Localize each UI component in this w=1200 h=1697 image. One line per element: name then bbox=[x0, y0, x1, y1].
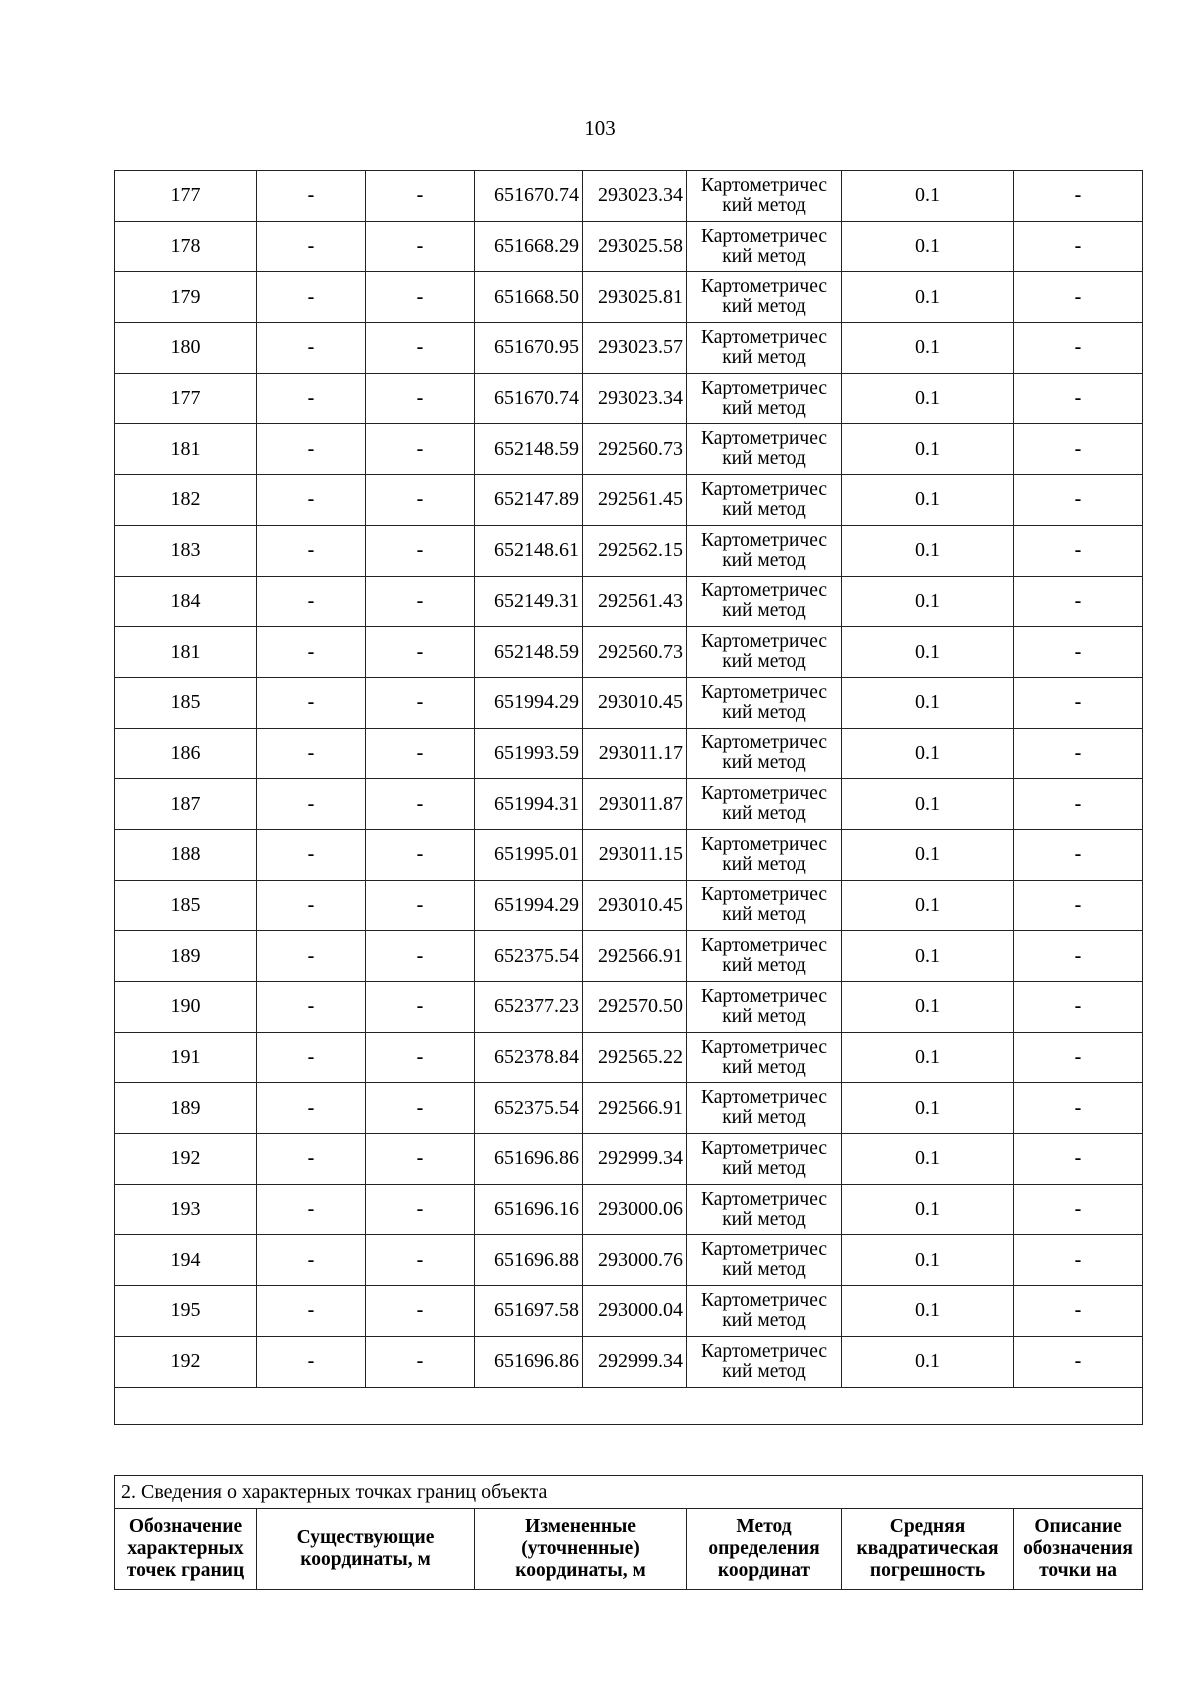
table-row bbox=[115, 1032, 1143, 1083]
section2-header-table bbox=[114, 1475, 1143, 1590]
new-y-cell: 292570.50 bbox=[583, 982, 687, 1033]
description-cell: - bbox=[1014, 982, 1143, 1033]
new-x-cell: 651670.74 bbox=[475, 171, 583, 222]
new-x-cell: 651696.86 bbox=[475, 1134, 583, 1185]
new-x-cell: 651696.88 bbox=[475, 1235, 583, 1286]
point-id-cell: 189 bbox=[115, 1083, 257, 1134]
method-cell: Картометричес кий метод bbox=[687, 1083, 842, 1134]
method-cell: Картометричес кий метод bbox=[687, 829, 842, 880]
table-row bbox=[115, 1083, 1143, 1134]
point-id-cell: 185 bbox=[115, 880, 257, 931]
table-row bbox=[115, 171, 1143, 222]
new-x-cell: 652149.31 bbox=[475, 576, 583, 627]
description-cell: - bbox=[1014, 272, 1143, 323]
table-row bbox=[115, 424, 1143, 475]
existing-y-cell: - bbox=[366, 373, 475, 424]
new-y-cell: 293000.04 bbox=[583, 1286, 687, 1337]
error-cell: 0.1 bbox=[842, 880, 1014, 931]
error-cell: 0.1 bbox=[842, 1184, 1014, 1235]
existing-x-cell: - bbox=[257, 677, 366, 728]
new-y-cell: 292999.34 bbox=[583, 1336, 687, 1387]
table-row bbox=[115, 221, 1143, 272]
new-y-cell: 292999.34 bbox=[583, 1134, 687, 1185]
new-x-cell: 651668.29 bbox=[475, 221, 583, 272]
new-y-cell: 292565.22 bbox=[583, 1032, 687, 1083]
point-id-cell: 178 bbox=[115, 221, 257, 272]
point-id-cell: 192 bbox=[115, 1336, 257, 1387]
existing-x-cell: - bbox=[257, 627, 366, 678]
table-row bbox=[115, 779, 1143, 830]
method-cell: Картометричес кий метод bbox=[687, 1235, 842, 1286]
method-cell: Картометричес кий метод bbox=[687, 627, 842, 678]
description-cell: - bbox=[1014, 171, 1143, 222]
error-cell: 0.1 bbox=[842, 1336, 1014, 1387]
point-id-cell: 187 bbox=[115, 779, 257, 830]
error-cell: 0.1 bbox=[842, 1083, 1014, 1134]
point-id-cell: 182 bbox=[115, 475, 257, 526]
new-y-cell: 293000.76 bbox=[583, 1235, 687, 1286]
description-cell: - bbox=[1014, 1235, 1143, 1286]
table-row bbox=[115, 931, 1143, 982]
table-row bbox=[115, 1286, 1143, 1337]
description-cell: - bbox=[1014, 1032, 1143, 1083]
existing-x-cell: - bbox=[257, 424, 366, 475]
point-id-cell: 186 bbox=[115, 728, 257, 779]
error-cell: 0.1 bbox=[842, 829, 1014, 880]
method-cell: Картометричес кий метод bbox=[687, 1336, 842, 1387]
new-x-cell: 651696.16 bbox=[475, 1184, 583, 1235]
method-cell: Картометричес кий метод bbox=[687, 1184, 842, 1235]
new-y-cell: 293010.45 bbox=[583, 677, 687, 728]
existing-y-cell: - bbox=[366, 525, 475, 576]
existing-x-cell: - bbox=[257, 475, 366, 526]
existing-y-cell: - bbox=[366, 323, 475, 374]
method-cell: Картометричес кий метод bbox=[687, 982, 842, 1033]
table-row bbox=[115, 627, 1143, 678]
existing-y-cell: - bbox=[366, 931, 475, 982]
header-existing-coords: Существующие координаты, м bbox=[257, 1509, 475, 1590]
new-x-cell: 652147.89 bbox=[475, 475, 583, 526]
new-x-cell: 652378.84 bbox=[475, 1032, 583, 1083]
description-cell: - bbox=[1014, 931, 1143, 982]
header-point-designation: Обозначение характерных точек границ bbox=[115, 1509, 257, 1590]
existing-y-cell: - bbox=[366, 1235, 475, 1286]
existing-y-cell: - bbox=[366, 829, 475, 880]
description-cell: - bbox=[1014, 424, 1143, 475]
description-cell: - bbox=[1014, 475, 1143, 526]
existing-x-cell: - bbox=[257, 982, 366, 1033]
error-cell: 0.1 bbox=[842, 373, 1014, 424]
existing-y-cell: - bbox=[366, 1336, 475, 1387]
method-cell: Картометричес кий метод bbox=[687, 677, 842, 728]
description-cell: - bbox=[1014, 779, 1143, 830]
header-changed-coords: Измененные (уточненные) координаты, м bbox=[475, 1509, 687, 1590]
point-id-cell: 188 bbox=[115, 829, 257, 880]
existing-x-cell: - bbox=[257, 1286, 366, 1337]
existing-x-cell: - bbox=[257, 1083, 366, 1134]
existing-x-cell: - bbox=[257, 1235, 366, 1286]
section2-title: 2. Сведения о характерных точках границ объекта bbox=[115, 1476, 1143, 1509]
new-y-cell: 292561.43 bbox=[583, 576, 687, 627]
table-row bbox=[115, 1184, 1143, 1235]
new-x-cell: 651995.01 bbox=[475, 829, 583, 880]
empty-row bbox=[115, 1387, 1143, 1424]
description-cell: - bbox=[1014, 677, 1143, 728]
new-x-cell: 651993.59 bbox=[475, 728, 583, 779]
description-cell: - bbox=[1014, 1336, 1143, 1387]
point-id-cell: 177 bbox=[115, 171, 257, 222]
new-x-cell: 651994.29 bbox=[475, 677, 583, 728]
method-cell: Картометричес кий метод bbox=[687, 323, 842, 374]
table-row bbox=[115, 728, 1143, 779]
description-cell: - bbox=[1014, 525, 1143, 576]
new-x-cell: 652375.54 bbox=[475, 1083, 583, 1134]
description-cell: - bbox=[1014, 221, 1143, 272]
new-y-cell: 293000.06 bbox=[583, 1184, 687, 1235]
new-y-cell: 292560.73 bbox=[583, 424, 687, 475]
point-id-cell: 177 bbox=[115, 373, 257, 424]
new-y-cell: 293023.57 bbox=[583, 323, 687, 374]
error-cell: 0.1 bbox=[842, 221, 1014, 272]
existing-y-cell: - bbox=[366, 475, 475, 526]
existing-y-cell: - bbox=[366, 576, 475, 627]
existing-x-cell: - bbox=[257, 525, 366, 576]
error-cell: 0.1 bbox=[842, 1032, 1014, 1083]
error-cell: 0.1 bbox=[842, 1286, 1014, 1337]
error-cell: 0.1 bbox=[842, 171, 1014, 222]
empty-cell bbox=[115, 1387, 1143, 1424]
new-y-cell: 293025.81 bbox=[583, 272, 687, 323]
new-y-cell: 292566.91 bbox=[583, 931, 687, 982]
error-cell: 0.1 bbox=[842, 677, 1014, 728]
error-cell: 0.1 bbox=[842, 424, 1014, 475]
table-body bbox=[115, 171, 1143, 1425]
page-number: 103 bbox=[584, 116, 616, 140]
method-cell: Картометричес кий метод bbox=[687, 373, 842, 424]
existing-x-cell: - bbox=[257, 373, 366, 424]
method-cell: Картометричес кий метод bbox=[687, 728, 842, 779]
existing-x-cell: - bbox=[257, 779, 366, 830]
description-cell: - bbox=[1014, 1083, 1143, 1134]
table-row bbox=[115, 1235, 1143, 1286]
new-x-cell: 651670.95 bbox=[475, 323, 583, 374]
method-cell: Картометричес кий метод bbox=[687, 1032, 842, 1083]
point-id-cell: 181 bbox=[115, 627, 257, 678]
existing-x-cell: - bbox=[257, 1134, 366, 1185]
existing-x-cell: - bbox=[257, 829, 366, 880]
method-cell: Картометричес кий метод bbox=[687, 221, 842, 272]
new-y-cell: 293025.58 bbox=[583, 221, 687, 272]
point-id-cell: 191 bbox=[115, 1032, 257, 1083]
point-id-cell: 190 bbox=[115, 982, 257, 1033]
new-x-cell: 651670.74 bbox=[475, 373, 583, 424]
new-x-cell: 652377.23 bbox=[475, 982, 583, 1033]
table-row bbox=[115, 272, 1143, 323]
table-row bbox=[115, 475, 1143, 526]
table-row bbox=[115, 525, 1143, 576]
error-cell: 0.1 bbox=[842, 272, 1014, 323]
description-cell: - bbox=[1014, 576, 1143, 627]
header-error: Средняя квадратическая погрешность bbox=[842, 1509, 1014, 1590]
new-x-cell: 652148.61 bbox=[475, 525, 583, 576]
boundary-points-table bbox=[114, 170, 1143, 1425]
description-cell: - bbox=[1014, 1134, 1143, 1185]
existing-x-cell: - bbox=[257, 1336, 366, 1387]
existing-y-cell: - bbox=[366, 627, 475, 678]
new-y-cell: 292562.15 bbox=[583, 525, 687, 576]
point-id-cell: 189 bbox=[115, 931, 257, 982]
header-method: Метод определения координат bbox=[687, 1509, 842, 1590]
method-cell: Картометричес кий метод bbox=[687, 779, 842, 830]
existing-x-cell: - bbox=[257, 576, 366, 627]
table-row bbox=[115, 1336, 1143, 1387]
point-id-cell: 183 bbox=[115, 525, 257, 576]
error-cell: 0.1 bbox=[842, 728, 1014, 779]
error-cell: 0.1 bbox=[842, 779, 1014, 830]
existing-y-cell: - bbox=[366, 1032, 475, 1083]
method-cell: Картометричес кий метод bbox=[687, 880, 842, 931]
existing-y-cell: - bbox=[366, 1134, 475, 1185]
existing-y-cell: - bbox=[366, 880, 475, 931]
new-y-cell: 293011.87 bbox=[583, 779, 687, 830]
error-cell: 0.1 bbox=[842, 1134, 1014, 1185]
existing-y-cell: - bbox=[366, 677, 475, 728]
point-id-cell: 192 bbox=[115, 1134, 257, 1185]
new-x-cell: 651994.29 bbox=[475, 880, 583, 931]
error-cell: 0.1 bbox=[842, 475, 1014, 526]
new-y-cell: 292566.91 bbox=[583, 1083, 687, 1134]
existing-x-cell: - bbox=[257, 880, 366, 931]
existing-y-cell: - bbox=[366, 424, 475, 475]
new-y-cell: 293011.17 bbox=[583, 728, 687, 779]
new-x-cell: 651697.58 bbox=[475, 1286, 583, 1337]
point-id-cell: 181 bbox=[115, 424, 257, 475]
new-x-cell: 652148.59 bbox=[475, 424, 583, 475]
existing-y-cell: - bbox=[366, 171, 475, 222]
error-cell: 0.1 bbox=[842, 525, 1014, 576]
section2-header-row bbox=[115, 1509, 1143, 1590]
new-y-cell: 293011.15 bbox=[583, 829, 687, 880]
method-cell: Картометричес кий метод bbox=[687, 931, 842, 982]
error-cell: 0.1 bbox=[842, 576, 1014, 627]
header-description: Описание обозначения точки на bbox=[1014, 1509, 1143, 1590]
existing-y-cell: - bbox=[366, 982, 475, 1033]
existing-x-cell: - bbox=[257, 1184, 366, 1235]
table-row bbox=[115, 373, 1143, 424]
point-id-cell: 184 bbox=[115, 576, 257, 627]
section2-title-row bbox=[115, 1476, 1143, 1509]
existing-y-cell: - bbox=[366, 779, 475, 830]
existing-y-cell: - bbox=[366, 1286, 475, 1337]
existing-y-cell: - bbox=[366, 1184, 475, 1235]
error-cell: 0.1 bbox=[842, 982, 1014, 1033]
existing-x-cell: - bbox=[257, 1032, 366, 1083]
description-cell: - bbox=[1014, 323, 1143, 374]
point-id-cell: 195 bbox=[115, 1286, 257, 1337]
method-cell: Картометричес кий метод bbox=[687, 475, 842, 526]
table-row bbox=[115, 576, 1143, 627]
method-cell: Картометричес кий метод bbox=[687, 1134, 842, 1185]
new-y-cell: 292560.73 bbox=[583, 627, 687, 678]
description-cell: - bbox=[1014, 880, 1143, 931]
description-cell: - bbox=[1014, 728, 1143, 779]
description-cell: - bbox=[1014, 829, 1143, 880]
description-cell: - bbox=[1014, 373, 1143, 424]
existing-x-cell: - bbox=[257, 171, 366, 222]
existing-x-cell: - bbox=[257, 931, 366, 982]
existing-x-cell: - bbox=[257, 728, 366, 779]
point-id-cell: 193 bbox=[115, 1184, 257, 1235]
table-row bbox=[115, 829, 1143, 880]
existing-y-cell: - bbox=[366, 1083, 475, 1134]
new-x-cell: 652148.59 bbox=[475, 627, 583, 678]
new-x-cell: 651668.50 bbox=[475, 272, 583, 323]
existing-x-cell: - bbox=[257, 272, 366, 323]
table-row bbox=[115, 677, 1143, 728]
method-cell: Картометричес кий метод bbox=[687, 1286, 842, 1337]
existing-y-cell: - bbox=[366, 221, 475, 272]
new-y-cell: 292561.45 bbox=[583, 475, 687, 526]
description-cell: - bbox=[1014, 1286, 1143, 1337]
method-cell: Картометричес кий метод bbox=[687, 424, 842, 475]
existing-x-cell: - bbox=[257, 323, 366, 374]
new-x-cell: 652375.54 bbox=[475, 931, 583, 982]
method-cell: Картометричес кий метод bbox=[687, 272, 842, 323]
existing-y-cell: - bbox=[366, 728, 475, 779]
new-x-cell: 651994.31 bbox=[475, 779, 583, 830]
method-cell: Картометричес кий метод bbox=[687, 525, 842, 576]
error-cell: 0.1 bbox=[842, 931, 1014, 982]
point-id-cell: 180 bbox=[115, 323, 257, 374]
existing-x-cell: - bbox=[257, 221, 366, 272]
existing-y-cell: - bbox=[366, 272, 475, 323]
error-cell: 0.1 bbox=[842, 323, 1014, 374]
new-y-cell: 293010.45 bbox=[583, 880, 687, 931]
table-row bbox=[115, 880, 1143, 931]
point-id-cell: 185 bbox=[115, 677, 257, 728]
new-y-cell: 293023.34 bbox=[583, 171, 687, 222]
point-id-cell: 179 bbox=[115, 272, 257, 323]
point-id-cell: 194 bbox=[115, 1235, 257, 1286]
description-cell: - bbox=[1014, 1184, 1143, 1235]
table-row bbox=[115, 982, 1143, 1033]
error-cell: 0.1 bbox=[842, 1235, 1014, 1286]
table-row bbox=[115, 323, 1143, 374]
description-cell: - bbox=[1014, 627, 1143, 678]
table-row bbox=[115, 1134, 1143, 1185]
method-cell: Картометричес кий метод bbox=[687, 576, 842, 627]
method-cell: Картометричес кий метод bbox=[687, 171, 842, 222]
error-cell: 0.1 bbox=[842, 627, 1014, 678]
new-x-cell: 651696.86 bbox=[475, 1336, 583, 1387]
new-y-cell: 293023.34 bbox=[583, 373, 687, 424]
